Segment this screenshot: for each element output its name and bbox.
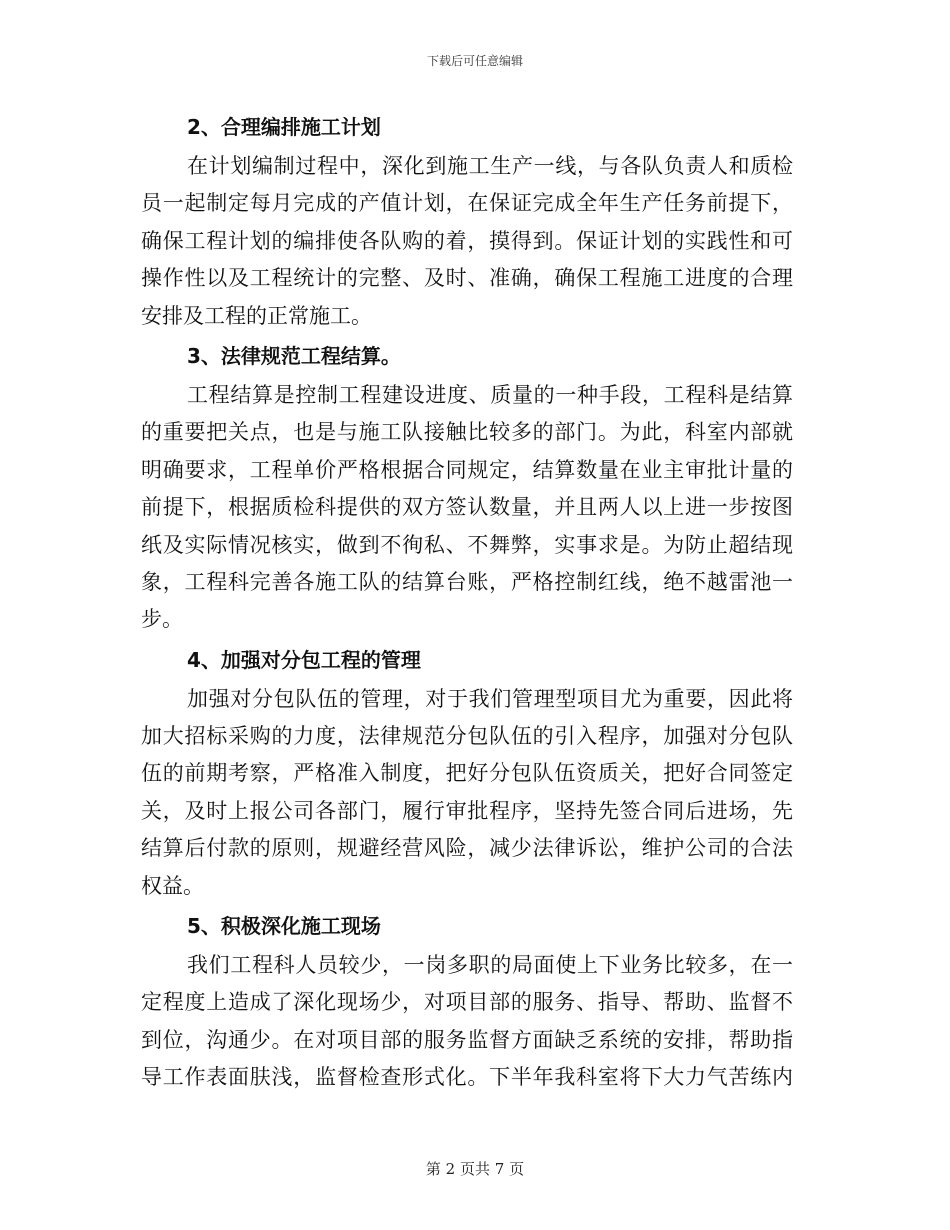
paragraph-line: 伍的前期考察，严格准入制度，把好分包队伍资质关，把好合同签定	[141, 761, 793, 786]
paragraph-line: 关，及时上报公司各部门，履行审批程序，坚持先签合同后进场，先	[141, 798, 793, 823]
paragraph-line: 加大招标采购的力度，法律规范分包队伍的引入程序，加强对分包队	[141, 724, 793, 749]
paragraph-line: 加强对分包队伍的管理，对于我们管理型项目尤为重要，因此将	[187, 686, 793, 711]
paragraph-line: 我们工程科人员较少，一岗多职的局面使上下业务比较多，在一	[187, 953, 793, 978]
paragraph-line: 前提下，根据质检科提供的双方签认数量，并且两人以上进一步按图	[141, 495, 793, 520]
paragraph-line: 步。	[141, 607, 183, 632]
paragraph-line: 安排及工程的正常施工。	[141, 303, 372, 328]
page-number: 第 2 页共 7 页	[425, 1160, 525, 1178]
section-paragraph	[141, 681, 793, 905]
section-paragraph	[141, 377, 793, 639]
page-header-note: 下载后可任意编辑	[426, 54, 523, 68]
section-heading: 3、法律规范工程结算。	[187, 343, 401, 368]
paragraph-line: 导工作表面肤浅，监督检查形式化。下半年我科室将下大力气苦练内	[141, 1065, 793, 1090]
section-heading: 2、合理编排施工计划	[187, 115, 381, 139]
section-paragraph	[141, 148, 793, 335]
paragraph-line: 操作性以及工程统计的完整、及时、准确，确保工程施工进度的合理	[141, 266, 793, 291]
paragraph-line: 工程结算是控制工程建设进度、质量的一种手段，工程科是结算	[187, 382, 793, 407]
document-body	[141, 106, 793, 1097]
paragraph-line: 的重要把关点，也是与施工队接触比较多的部门。为此，科室内部就	[141, 420, 793, 445]
paragraph-line: 象，工程科完善各施工队的结算台账，严格控制红线，绝不越雷池一	[141, 569, 793, 594]
paragraph-line: 确保工程计划的编排使各队购的着，摸得到。保证计划的实践性和可	[141, 228, 793, 253]
paragraph-line: 员一起制定每月完成的产值计划，在保证完成全年生产任务前提下，	[141, 191, 793, 216]
paragraph-line: 明确要求，工程单价严格根据合同规定，结算数量在业主审批计量的	[141, 457, 793, 482]
paragraph-line: 权益。	[141, 873, 204, 898]
section-paragraph	[141, 947, 793, 1097]
paragraph-line: 在计划编制过程中，深化到施工生产一线，与各队负责人和质检	[187, 154, 793, 178]
paragraph-line: 到位，沟通少。在对项目部的服务监督方面缺乏系统的安排，帮助指	[141, 1027, 793, 1052]
paragraph-line: 定程度上造成了深化现场少，对项目部的服务、指导、帮助、监督不	[141, 990, 793, 1015]
section-heading: 4、加强对分包工程的管理	[187, 647, 421, 672]
paragraph-line: 纸及实际情况核实，做到不徇私、不舞弊，实事求是。为防止超结现	[141, 532, 793, 557]
paragraph-line: 结算后付款的原则，规避经营风险，减少法律诉讼，维护公司的合法	[141, 836, 793, 861]
section-heading: 5、积极深化施工现场	[187, 914, 381, 939]
